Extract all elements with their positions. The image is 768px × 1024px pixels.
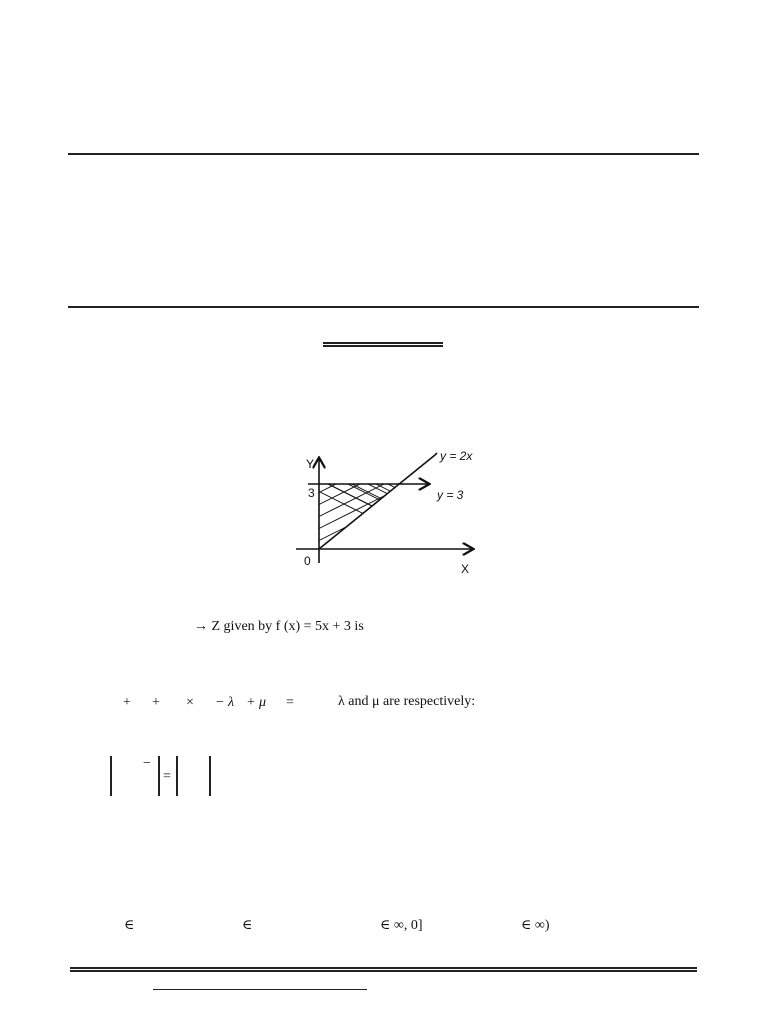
- q3-minus: −: [143, 756, 151, 771]
- q3-equals: =: [163, 769, 171, 784]
- q2-op-6: +: [247, 695, 255, 710]
- q2-op-7: μ: [259, 695, 267, 710]
- footer-short-rule: [153, 989, 367, 990]
- graph-line1-label: y = 2x: [440, 449, 473, 463]
- region-graph: [290, 445, 490, 580]
- q2-op-8: =: [286, 695, 294, 710]
- graph-origin-label: 0: [304, 554, 311, 568]
- q2-op-5: λ: [228, 695, 235, 710]
- graph-x-axis-label: X: [461, 562, 470, 576]
- top-rule: [68, 153, 699, 155]
- graph-y-axis-label: Y: [306, 457, 315, 471]
- det-bar-1: [110, 756, 112, 796]
- q4-option-a: ∈: [124, 918, 135, 933]
- q2-op-2: +: [152, 695, 160, 710]
- q4-option-d: ∈ ∞): [521, 918, 550, 933]
- det-bar-3: [176, 756, 178, 796]
- question-2-text: λ and μ are respectively:: [338, 694, 476, 709]
- det-bar-4: [209, 756, 211, 796]
- graph-three-label: 3: [308, 486, 315, 500]
- section-heading-underline-2: [323, 345, 443, 347]
- graph-line2-label: y = 3: [437, 488, 464, 502]
- q2-op-4: −: [216, 695, 224, 710]
- q2-op-3: ×: [186, 695, 194, 710]
- footer-rule-1: [70, 967, 697, 969]
- graph-svg: [290, 445, 490, 580]
- q4-option-c: ∈ ∞, 0]: [380, 918, 423, 933]
- line-y-equals-2x: [319, 455, 435, 549]
- question-1-text: → Z given by f (x) = 5x + 3 is: [194, 619, 364, 634]
- q4-option-b: ∈: [242, 918, 253, 933]
- section-heading-underline: [323, 342, 443, 344]
- middle-rule: [68, 306, 699, 308]
- q2-op-1: +: [123, 695, 131, 710]
- footer-rule-2: [70, 970, 697, 972]
- det-bar-2: [158, 756, 160, 796]
